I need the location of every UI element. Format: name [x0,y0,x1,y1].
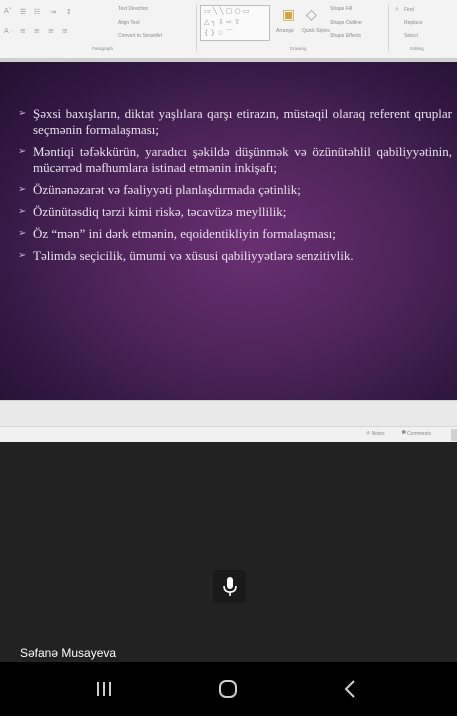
shapes-row-icon: △ ┐ ⇩ ⇨ ⇧ [204,18,241,26]
arrow-bullet-icon: ➢ [18,206,27,217]
font-color-icon[interactable]: A · [4,27,14,35]
notes-icon: ≙ [366,431,372,437]
find-button[interactable]: Find [404,7,414,13]
justify-icon[interactable]: ≡ [62,27,68,35]
ribbon-separator [196,4,197,52]
recent-apps-icon [94,680,114,698]
video-call-area [0,442,457,662]
select-button[interactable]: Select [404,33,418,39]
comments-label: Comments [406,431,432,437]
shape-fill-button[interactable]: Shape Fill [330,6,353,12]
indent-icon[interactable]: ⇥ [50,8,56,16]
arrow-bullet-icon: ➢ [18,228,27,239]
bullet-text: Öz “mən” ini dərk etmənin, eqoidentikliyin formalaşması; [33,226,336,241]
bullet-item [18,106,452,138]
slide-canvas[interactable] [0,62,457,400]
paragraph-group-label: Paragraph [92,46,114,51]
font-size-icon[interactable]: A˅ [4,7,13,15]
bullet-item [18,144,452,176]
participant-name: Səfanə Musayeva [20,646,117,660]
convert-smartart-button[interactable]: Convert to SmartArt [118,33,163,39]
bullet-text: Özünənəzarət və fəaliyyəti planlaşdırmada çətinlik; [33,182,301,197]
replace-button[interactable]: Replace [404,20,423,26]
notes-label: Notes [371,431,385,437]
bullet-text: Özünütəsdiq tərzi kimi riskə, təcavüzə meyllilik; [33,204,287,219]
align-left-icon[interactable]: ≡ [20,27,26,35]
shapes-gallery[interactable] [200,5,270,41]
comments-button[interactable] [402,431,431,437]
arrow-bullet-icon: ➢ [18,146,27,157]
bullet-item [18,182,452,198]
back-icon [343,679,357,699]
ribbon-separator [388,4,389,52]
editing-group-label: Editing [410,46,424,51]
bullet-list [18,106,452,270]
text-direction-button[interactable]: Text Direction [118,6,149,12]
bullet-item [18,226,452,242]
bullet-item [18,204,452,220]
shape-outline-button[interactable]: Shape Outline [330,20,362,26]
align-text-button[interactable]: Align Text [118,20,140,26]
arrange-button[interactable]: Arrange [276,28,294,34]
scrollbar[interactable] [451,429,457,441]
microphone-button[interactable] [213,570,246,603]
microphone-icon [222,576,238,598]
status-bar [0,426,457,443]
drawing-group-label: Drawing [290,46,307,51]
align-right-icon[interactable]: ≡ [48,27,54,35]
arrow-bullet-icon: ➢ [18,108,27,119]
shape-effects-button[interactable]: Shape Effects [330,33,362,39]
arrow-bullet-icon: ➢ [18,184,27,195]
navigation-bar [0,662,457,716]
align-center-icon[interactable]: ≡ [34,27,40,35]
numbering-icon[interactable]: ☷ [34,8,41,16]
bullet-text: Məntiqi təfəkkürün, yaradıcı şəkildə düşünmək və özünütəhlil qabiliyyətinin, mücərrəd məfhumlara istinad etmənin inkişafı; [33,144,452,175]
bullet-text: Şəxsi baxışların, diktat yaşlılara qarşı etirazın, müstəqil olaraq referent qruplar seçmənin formalaşması; [33,106,452,137]
comments-icon: ▀ [402,431,407,437]
home-icon [217,678,239,700]
shapes-row-icon: ▭ ╲ ╲ ▢ ○ ▭ [204,7,250,15]
shapes-row-icon: { } ☆ ⌒ [204,29,233,37]
bullets-icon[interactable]: ☰ [20,8,27,16]
back-button[interactable] [330,676,370,702]
line-spacing-icon[interactable]: ↕ [66,8,72,16]
bullet-item [18,248,452,264]
arrow-bullet-icon: ➢ [18,250,27,261]
home-button[interactable] [208,676,248,702]
find-icon: ⌕ [395,5,399,13]
recent-apps-button[interactable] [84,676,124,702]
quick-styles-button[interactable]: Quick Styles [302,28,330,34]
notes-button[interactable] [366,431,385,437]
ribbon [0,0,457,59]
bullet-text: Təlimdə seçicilik, ümumi və xüsusi qabiliyyətlərə senzitivlik. [33,248,354,263]
arrange-icon[interactable]: ▣ [282,7,296,23]
workspace-band [0,400,457,427]
quick-styles-icon[interactable]: ◇ [306,7,317,23]
